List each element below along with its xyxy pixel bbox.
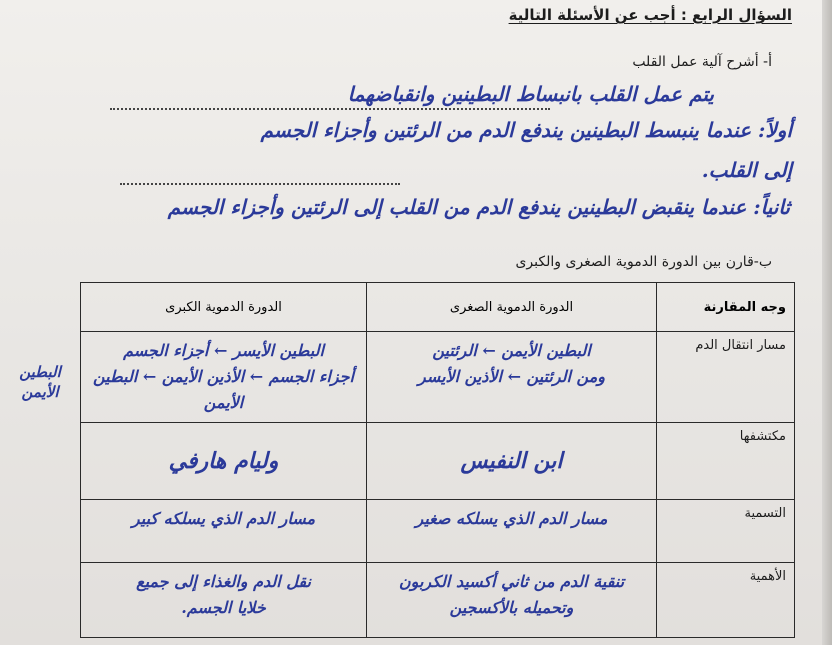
part-a-prompt: أ- أشرح آلية عمل القلب [632,54,772,70]
handwritten-line: مسار الدم الذي يسلكه كبير [131,509,316,528]
small-cell [367,332,657,423]
handwritten-line: خلايا الجسم. [181,598,266,617]
large-cell [81,563,367,638]
row-label: مسار انتقال الدم [657,332,795,423]
handwritten-line: مسار الدم الذي يسلكه صغير [415,509,608,528]
handwritten-line: تنقية الدم من ثاني أكسيد الكربون [398,572,625,591]
table-row [81,500,795,563]
handwritten-line: وتحميله بالأكسجين [449,598,574,617]
small-cell [367,500,657,563]
header-aspect: وجه المقارنة [657,283,795,332]
dotted-answer-line [110,108,550,110]
answer-line-2: أولاً: عندما ينبسط البطينين يندفع الدم من الرئتين وأجزاء الجسم [260,118,792,142]
handwritten-line: أجزاء الجسم ← الأذين الأيمن ← البطين الأيمن [93,367,354,412]
answer-line-1: يتم عمل القلب بانبساط البطينين وانقباضهما [347,82,714,106]
large-cell [81,500,367,563]
handwritten-line: البطين الأيسر ← أجزاء الجسم [123,341,324,360]
row-label: التسمية [657,500,795,563]
table-row [81,563,795,638]
margin-note: البطين الأيمن [19,363,61,401]
table-row [81,423,795,500]
page-edge-shadow [822,0,832,645]
small-cell [367,563,657,638]
comparison-table [80,282,795,638]
question-title: السؤال الرابع : أجب عن الأسئلة التالية [508,6,792,24]
answer-line-4: ثانياً: عندما ينقبض البطينين يندفع الدم من القلب إلى الرئتين وأجزاء الجسم [167,195,790,219]
handwritten-line: نقل الدم والغذاء إلى جميع [136,572,311,591]
header-large-circulation: الدورة الدموية الكبرى [81,283,367,332]
handwritten-line: وليام هارفي [168,448,279,474]
handwritten-line: البطين الأيمن ← الرئتين [432,341,591,360]
handwritten-line: ومن الرئتين ← الأذين الأيسر [417,367,606,386]
header-small-circulation: الدورة الدموية الصغرى [367,283,657,332]
large-cell [81,332,367,423]
table-header-row [81,283,795,332]
row-label: مكتشفها [657,423,795,500]
large-cell [81,423,367,500]
row-label: الأهمية [657,563,795,638]
dotted-answer-line [120,183,400,185]
table-row [81,332,795,423]
small-cell [367,423,657,500]
handwritten-line: ابن النفيس [460,448,563,474]
answer-line-3: إلى القلب. [701,158,792,182]
part-b-prompt: ب-قارن بين الدورة الدموية الصغرى والكبرى [515,254,772,270]
